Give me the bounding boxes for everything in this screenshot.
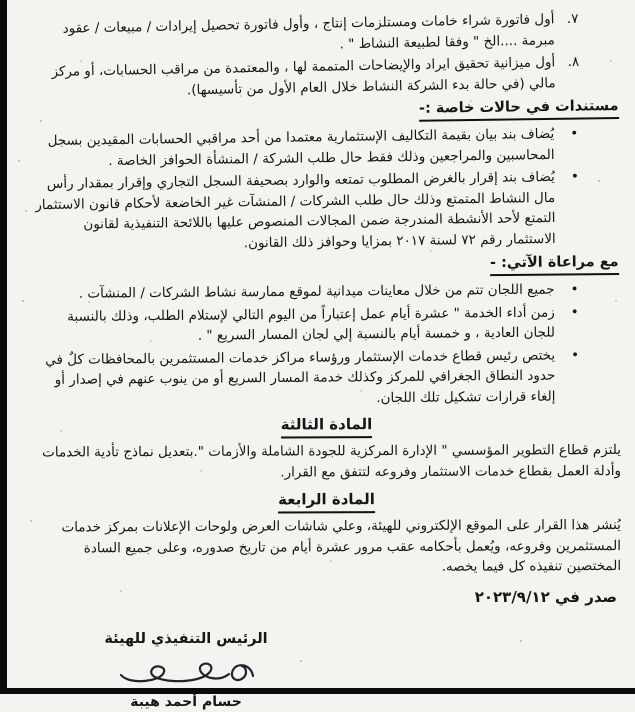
bullet-icon: • — [555, 345, 579, 366]
scan-edge-left — [0, 0, 7, 694]
heading-article-three — [32, 413, 621, 440]
item-text: يُضاف بند بيان بقيمة التكاليف الإستثمارية معتمدا من أحد مراقبي الحسابات المقيدين بسجل المحاسبين والمراجعين وذلك فقط حال طلب الشركة / المنشأة الحوافز الخاصة . — [31, 124, 555, 172]
scan-edge-bottom — [0, 688, 635, 694]
list-item — [32, 167, 580, 257]
item-text: زمن أداء الخدمة " عشرة أيام عمل إعتباراً من اليوم التالي لإستلام الطلب، وذلك بالنسبة للجان العادية ، و خمسة أيام بالنسبة إلي لجان المسار السريع " . — [32, 302, 555, 348]
article-three-body: يلتزم قطاع التطوير المؤسسي " الإدارة المركزية للجودة الشاملة والأزمات ".بتعديل نماذج تأدية الخدمات وأدلة العمل بقطاع خدمات الاستثمار وفروعه لتتفق مع القرار. — [32, 440, 621, 484]
item-text: أول ميزانية تحقيق ايراد والإيضاحات المتممة لها ، والمعتمدة من مراقب الحسابات، أو مركز مالي (في حالة بدء الشركة النشاط خلال العام الأول من تأسيسها). — [32, 52, 556, 103]
item-text: يُضاف بند إقرار بالغرض المطلوب تمتعه والوارد بصحيفة السجل التجاري وإقرار بمقدار رأس مال النشاط المتمتع وذلك حال طلب الشركات / المنشآت غير الخاضعة لأحكام قانون الاستثمار التمتع لأحد الأنشطة المندرجة ضمن المجالات المنصوص عليها باللائحة التنفيذية لقانون الاستثمار رقم ٧٢ لسنة ٢٠١٧ بمزايا وحوافز ذلك القانون. — [32, 167, 556, 256]
numbered-list — [31, 8, 622, 103]
list-item — [31, 279, 578, 304]
list-item — [32, 345, 580, 411]
bullet-icon: • — [554, 124, 578, 145]
numbered-item-8 — [32, 52, 580, 103]
list-item — [31, 124, 579, 173]
item-text: أول فاتورة شراء خامات ومستلزمات إنتاج ، وأول فاتورة تحصيل إيرادات / مبيعات / عقود مبرمة ....الخ " وفقا لطبيعة النشاط " . — [31, 9, 555, 60]
bullet-icon: • — [554, 279, 578, 300]
item-number: ٨. — [555, 52, 579, 73]
signatory-title: الرئيس التنفيذي للهيئة — [71, 629, 301, 650]
special-documents-list — [31, 123, 622, 256]
considerations-list — [31, 279, 621, 411]
item-text: يختص رئيس قطاع خدمات الإستثمار ورؤساء مراكز خدمات المستثمرين بالمحافظات كلٌ في حدود النطاق الجغرافي للمركز وكذلك خدمة المسار السريع أو من ينوب عنهم في إصدار أو إلغاء قرارات تشكيل تلك اللجان. — [32, 345, 556, 411]
article-four-body: يُنشر هذا القرار على الموقع الإلكتروني للهيئة، وعلي شاشات العرض ولوحات الإعلانات بمركز خدمات المستثمرين وفروعه، ويُعمل بأحكامه عقب مرور عشرة أيام من تاريخ صدوره، وعلى جميع السادة المختصين تنفيذه كل فيما يخصه. — [32, 515, 621, 579]
heading-article-four-text: المادة الرابعة — [278, 489, 375, 513]
heading-article-four — [32, 488, 621, 515]
heading-considerations: مع مراعاة الآتي: - — [490, 252, 619, 276]
heading-special-documents: مستندات في حالات خاصة :- — [419, 96, 619, 122]
item-number: ٧. — [554, 9, 578, 30]
issued-date: صدر في ٢٠٢٣/٩/١٢ — [32, 587, 617, 608]
bullet-icon: • — [555, 302, 579, 323]
signature-block — [71, 629, 301, 712]
heading-article-three-text: المادة الثالثة — [281, 414, 373, 438]
list-item — [32, 302, 579, 348]
item-text: جميع اللجان تتم من خلال معاينات ميدانية لموقع ممارسة نشاط الشركات / المنشآت . — [31, 280, 554, 305]
bullet-icon: • — [555, 167, 579, 188]
signatory-name: حسام أحمد هيبة — [71, 692, 301, 712]
